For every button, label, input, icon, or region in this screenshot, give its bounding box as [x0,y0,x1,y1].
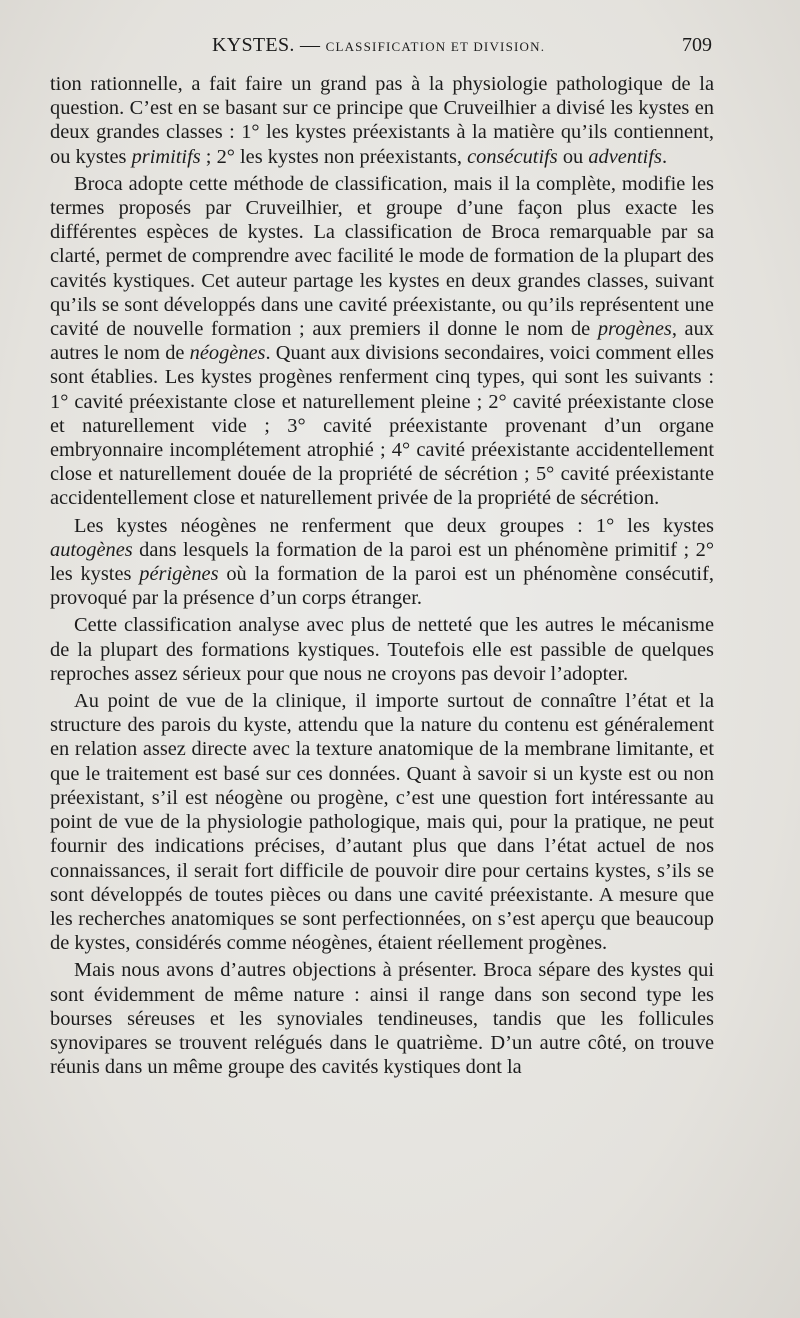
text-run: Au point de vue de la clinique, il importe surtout de connaître l’état et la structure des parois du kyste, attendu que la nature du contenu est généralement en relation assez directe avec la texture anatomique de la membrane limitante, et que le traitement est basé sur ces données. Quant à savoir si un kyste est ou non préexistant, s’il est néogène ou progène, c’est une question fort intéressante au point de vue de la physiologie pathologique, mais qui, pour la pratique, ne peut fournir des indications précises, d’autant plus que dans l’état actuel de nos connaissances, il serait fort difficile de pouvoir dire pour certains kystes, s’ils se sont développés de toutes pièces ou dans une cavité préexistante. A mesure que les recherches anatomiques se sont perfectionnées, on s’est aperçu que beaucoup de kystes, considérés comme néogènes, étaient réellement progènes. [50,690,714,955]
italic-term: adventifs [588,145,662,168]
italic-term: consécutifs [467,145,558,168]
text-run: Broca adopte cette méthode de classification, mais il la complète, modifie les termes proposés par Cruveilhier, et groupe d’une façon plus exacte les différentes espèces de kystes. La classification de Broca remarquable par sa clarté, permet de comprendre avec facilité le mode de formation de la plupart des cavités kystiques. Cet auteur partage les kystes en deux grandes classes, suivant qu’ils se sont développés dans une cavité préexistante, ou qu’ils représentent une cavité de nouvelle formation ; aux premiers il donne le nom de [50,172,714,341]
text-run: . Quant aux divisions secondaires, voici comment elles sont établies. Les kystes progènes renferment cinq types, qui sont les suivants : 1° cavité préexistante close et naturellement pleine ; 2° cavité préexistante close et naturellement vide ; 3° cavité préexistante provenant d’un organe embryonnaire incomplétement atrophié ; 4° cavité préexistante accidentellement close et naturellement douée de la propriété de sécrétion ; 5° cavité préexistante accidentellement close et naturellement privée de la propriété de sécrétion. [50,342,714,510]
paragraph-3 [50,514,714,611]
page-header [50,34,712,62]
paragraph-4 [50,613,714,686]
text-run: Les kystes néogènes ne renferment que deux groupes : 1° les kystes [74,514,714,537]
running-head-dash: — [294,34,326,56]
text-run: où la formation de la paroi est un phénomène consécutif, provoqué par la présence d’un corps étranger. [50,563,714,610]
italic-term: autogènes [50,538,133,561]
running-head [212,34,545,57]
text-run: . [661,145,668,168]
text-run: tion rationnelle, a fait faire un grand pas à la physiologie pathologique de la question. C’est en se basant sur ce principe que Cruveilhier a divisé les kystes en deux grandes classes : 1° les kystes préexistants à la matière qu’ils contiennent, ou kystes [50,73,714,168]
italic-term: périgènes [139,563,219,586]
text-run: ; 2° les kystes non préexistants, [200,145,468,168]
running-head-main: KYSTES. [212,34,295,56]
text-run: dans lesquels la formation de la paroi est un phénomène primitif ; 2° les kystes [50,538,714,586]
text-run: , aux autres le nom de [50,318,714,365]
text-run: ou [557,145,589,168]
paragraph-6 [50,958,714,1079]
paragraph-1 [50,72,714,169]
text-run: Mais nous avons d’autres objections à présenter. Broca sépare des kystes qui sont évidemment de même nature : ainsi il range dans son second type les bourses séreuses et les synoviales tendineuses, tandis que les follicules synovipares se trouvent relégués dans le quatrième. D’un autre côté, on trouve réunis dans un même groupe des cavités kystiques dont la [50,959,714,1079]
paragraph-5 [50,689,714,955]
running-head-subtitle: CLASSIFICATION ET DIVISION. [325,39,546,54]
italic-term: néogènes [189,342,266,365]
paragraph-2 [50,172,714,511]
text-run: Cette classification analyse avec plus de netteté que les autres le mécanisme de la plupart des formations kystiques. Toutefois elle est passible de quelques reproches assez sérieux pour que nous ne croyons pas devoir l’adopter. [50,614,714,685]
body-text [50,72,714,1079]
italic-term: progènes [597,318,672,341]
page-number: 709 [682,34,712,56]
italic-term: primitifs [131,145,201,168]
